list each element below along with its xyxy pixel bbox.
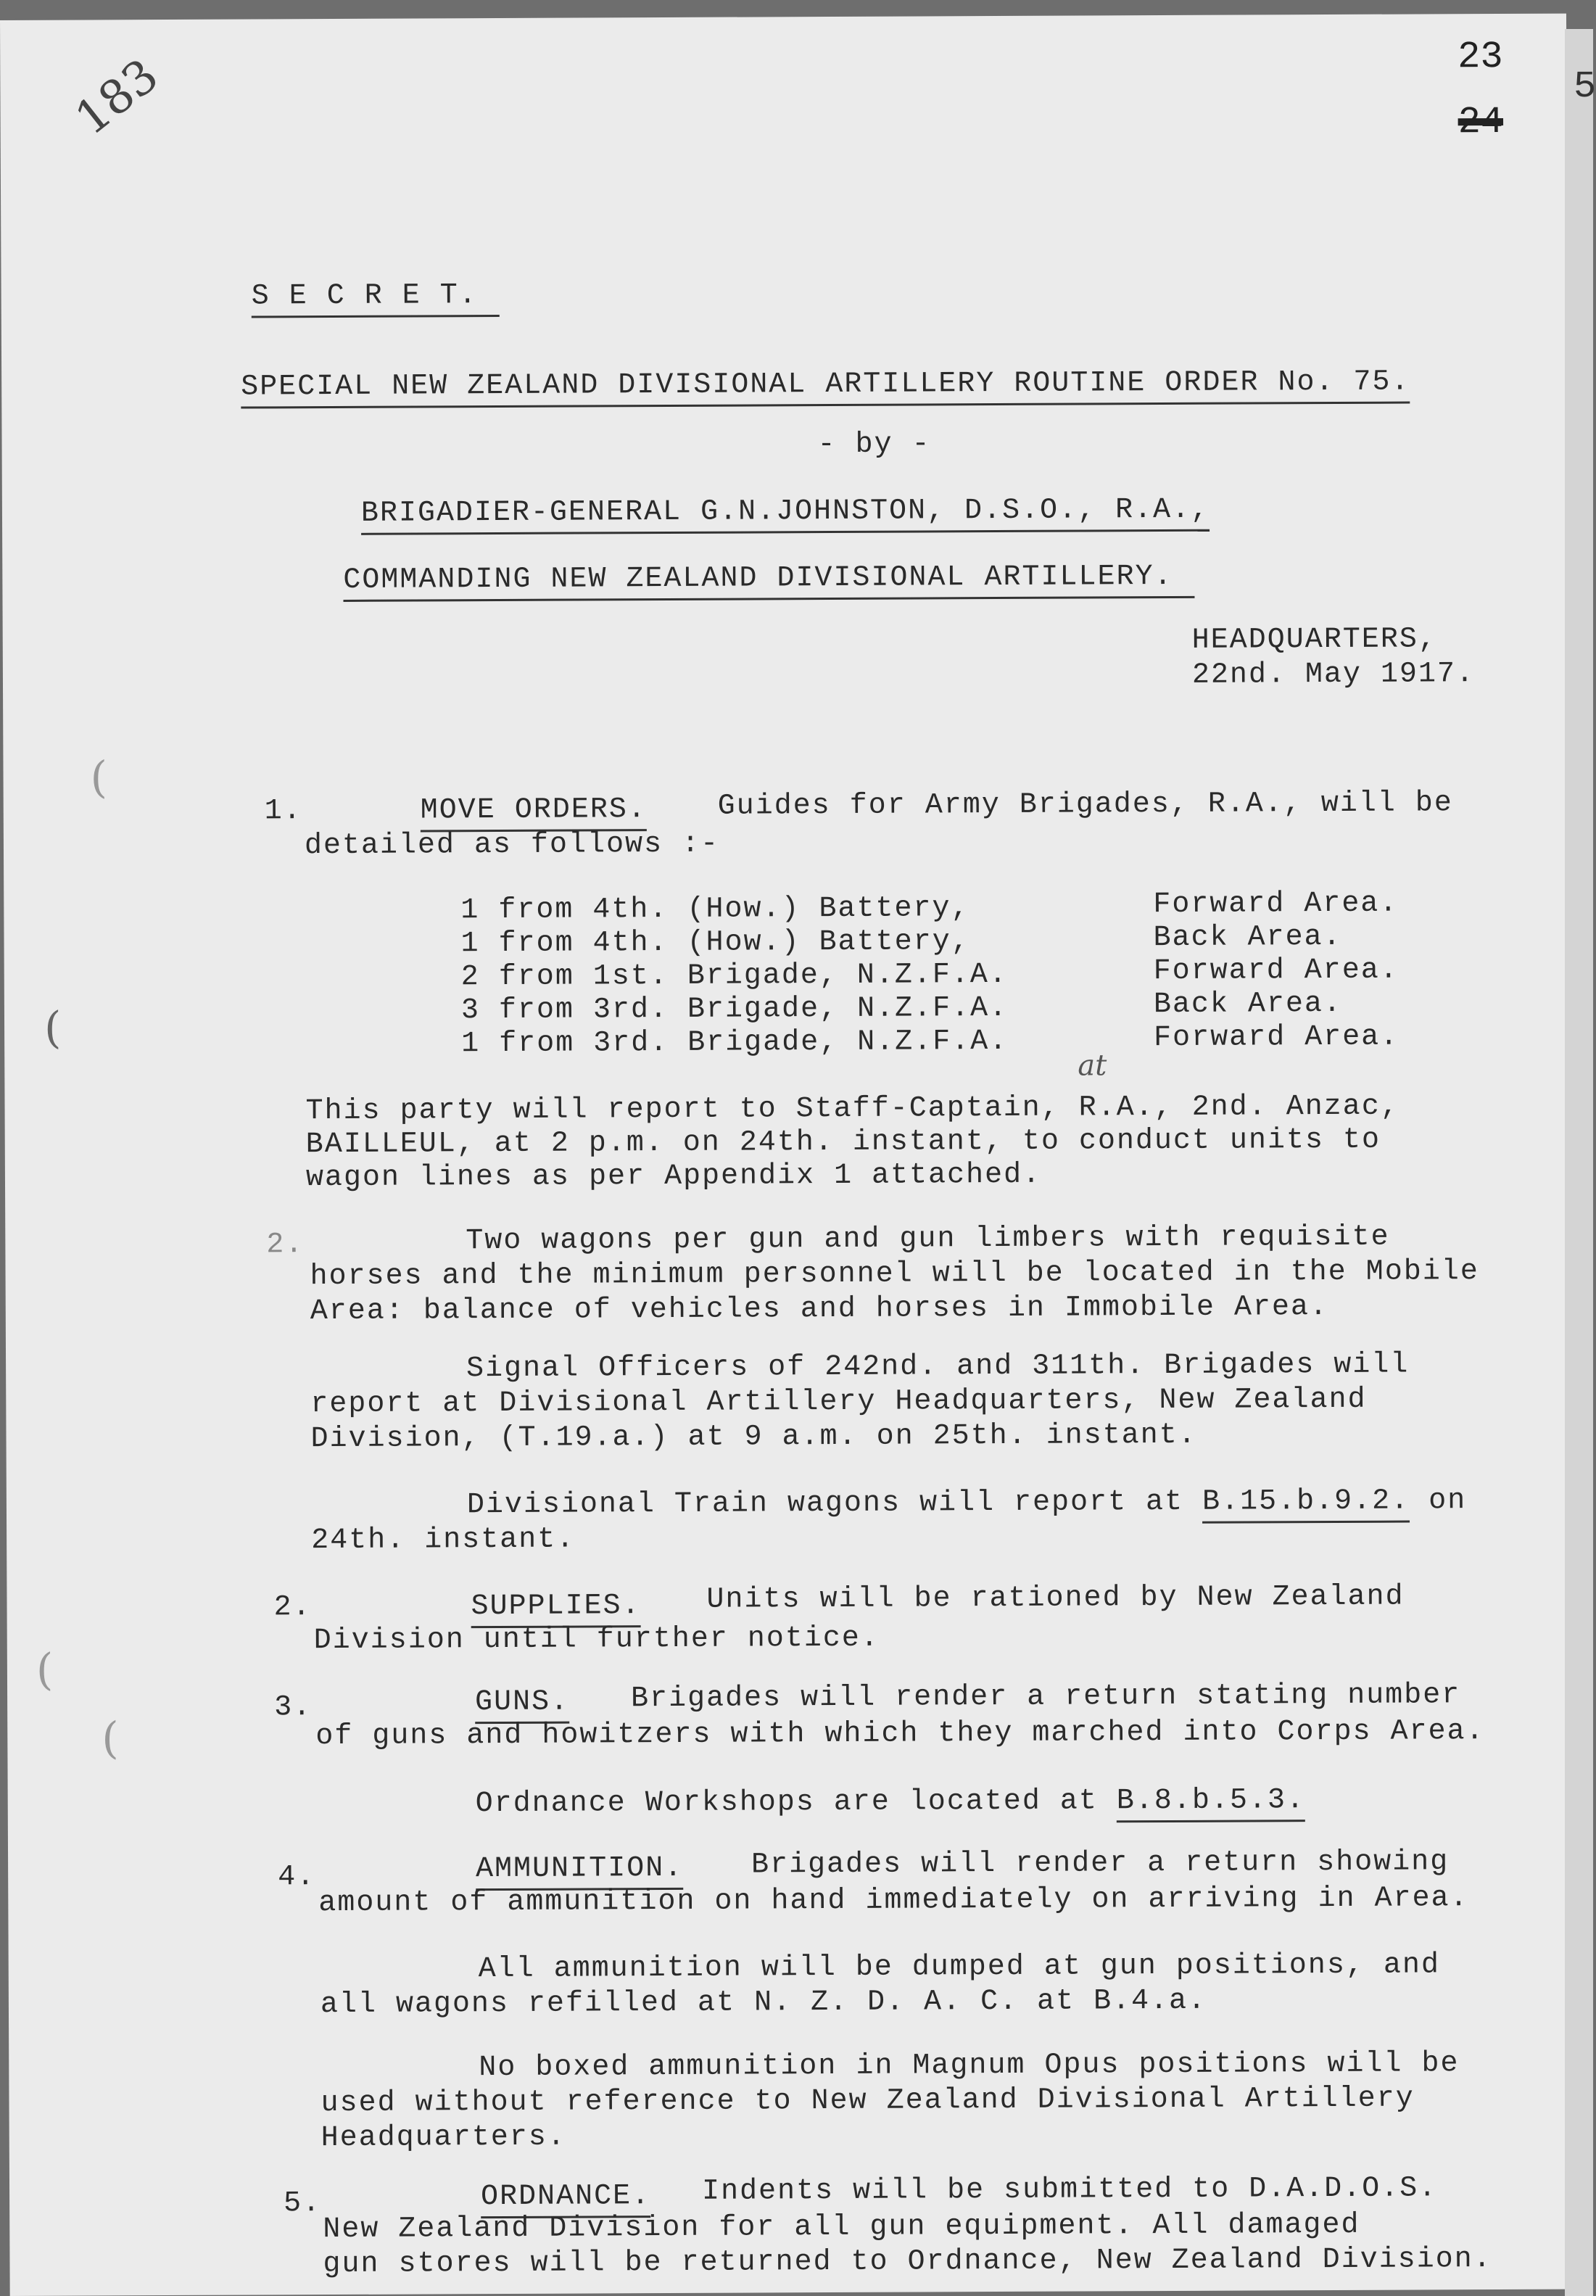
guns-heading: GUNS. (475, 1686, 569, 1719)
guide-source: 1 from 3rd. Brigade, N.Z.F.A. (461, 1025, 1009, 1061)
dump-line-1: All ammunition will be dumped at gun positions, and (478, 1949, 1441, 1986)
guns-line-2: of guns and howitzers with which they marched into Corps Area. (315, 1715, 1485, 1754)
guide-source: 3 from 3rd. Brigade, N.Z.F.A. (460, 991, 1009, 1028)
section-1-intro-line-2: detailed as follows :- (304, 827, 720, 863)
margin-blot-1: ( (90, 752, 108, 804)
section-1b-line-3: Area: balance of vehicles and horses in Immobile Area. (310, 1291, 1329, 1329)
by-line: - by - (817, 428, 931, 462)
order-date: 22nd. May 1917. (1191, 658, 1476, 692)
document-page (0, 14, 1576, 2296)
ammunition-line-1: Brigades will render a return showing (751, 1846, 1450, 1882)
section-1-heading: MOVE ORDERS. (421, 793, 647, 827)
adjacent-page-fragment: 5 (1574, 65, 1596, 108)
margin-blot-2: ( (44, 1002, 62, 1054)
hq-location: HEADQUARTERS, (1191, 623, 1437, 657)
signal-line-3: Division, (T.19.a.) at 9 a.m. on 25th. instant. (310, 1419, 1197, 1456)
section-1b-line-1: Two wagons per gun and gun limbers with requisite (466, 1221, 1390, 1258)
section-1-report-line-1: This party will report to Staff-Captain, R.A., 2nd. Anzac, (305, 1090, 1399, 1128)
ordnance-workshops: Ordnance Workshops are located at B.8.b.5.3. (476, 1784, 1305, 1820)
author-name: BRIGADIER-GENERAL G.N.JOHNSTON, D.S.O., R.A., (361, 494, 1210, 530)
guide-area: Back Area. (1153, 920, 1342, 955)
handwritten-insert: at (1078, 1049, 1107, 1083)
section-1-intro-line-1: Guides for Army Brigades, R.A., will be (717, 787, 1453, 823)
ammunition-line-2: amount of ammunition on hand immediately on arriving in Area. (318, 1882, 1469, 1920)
dump-line-2: all wagons refilled at N. Z. D. A. C. at B.4.a. (320, 1984, 1207, 2022)
guide-source: 1 from 4th. (How.) Battery, (460, 892, 970, 928)
guide-area: Forward Area. (1154, 1020, 1399, 1055)
margin-blot-4: ( (102, 1713, 119, 1764)
section-1-number: 1. (264, 795, 302, 828)
signal-line-1: Signal Officers of 242nd. and 311th. Brigades will (466, 1348, 1410, 1386)
pencil-folio-number: 183 (65, 49, 169, 146)
guns-number: 3. (274, 1691, 313, 1725)
guide-area: Forward Area. (1153, 954, 1399, 988)
ordnance-heading: ORDNANCE. (481, 2180, 650, 2213)
supplies-heading: SUPPLIES. (471, 1590, 640, 1623)
guide-source: 1 from 4th. (How.) Battery, (460, 925, 970, 961)
section-1-report-line-2: BAILLEUL, at 2 p.m. on 24th. instant, to conduct units to (305, 1123, 1381, 1162)
section-1b-number: 2. (266, 1228, 305, 1262)
boxed-line-1: No boxed ammunition in Magnum Opus positions will be (479, 2047, 1460, 2085)
guide-area: Forward Area. (1153, 887, 1399, 922)
adjacent-page-edge (1565, 29, 1593, 2296)
page-number: 23 (1458, 35, 1503, 79)
boxed-line-2: used without reference to New Zealand Divisional Artillery (321, 2082, 1415, 2121)
ammunition-heading: AMMUNITION. (476, 1852, 683, 1886)
map-reference: B.8.b.5.3. (1117, 1784, 1305, 1822)
guide-source: 2 from 1st. Brigade, N.Z.F.A. (460, 958, 1008, 994)
map-reference: B.15.b.9.2. (1202, 1485, 1410, 1524)
guns-line-1: Brigades will render a return stating number (631, 1679, 1461, 1716)
supplies-line-2: Division until further notice. (313, 1622, 880, 1658)
ammunition-number: 4. (278, 1861, 316, 1894)
train-line-2: 24th. instant. (311, 1523, 576, 1558)
author-role: COMMANDING NEW ZEALAND DIVISIONAL ARTILLERY. (343, 561, 1194, 597)
signal-line-2: report at Divisional Artillery Headquarters, New Zealand (310, 1383, 1367, 1421)
ordnance-line-1: Indents will be submitted to D.A.D.O.S. (701, 2172, 1438, 2208)
struck-page-number: 24 (1458, 100, 1504, 144)
train-line-1: Divisional Train wagons will report at B.15.b.9.2. on (467, 1484, 1466, 1521)
margin-blot-3: ( (36, 1644, 54, 1696)
ordnance-number: 5. (284, 2187, 322, 2221)
supplies-line-1: Units will be rationed by New Zealand (706, 1580, 1405, 1616)
section-1-report-line-3: wagon lines as per Appendix 1 attached. (305, 1158, 1042, 1195)
order-title: SPECIAL NEW ZEALAND DIVISIONAL ARTILLERY ROUTINE ORDER No. 75. (241, 366, 1410, 404)
guide-area: Back Area. (1153, 987, 1343, 1022)
supplies-number: 2. (273, 1591, 312, 1624)
section-1b-line-2: horses and the minimum personnel will be located in the Mobile (310, 1255, 1479, 1294)
ordnance-line-2: New Zealand Division for all gun equipment. All damaged (323, 2208, 1360, 2247)
classification: S E C R E T. (252, 279, 500, 313)
boxed-line-3: Headquarters. (321, 2121, 566, 2155)
ordnance-line-3: gun stores will be returned to Ordnance, New Zealand Division. (323, 2243, 1492, 2281)
